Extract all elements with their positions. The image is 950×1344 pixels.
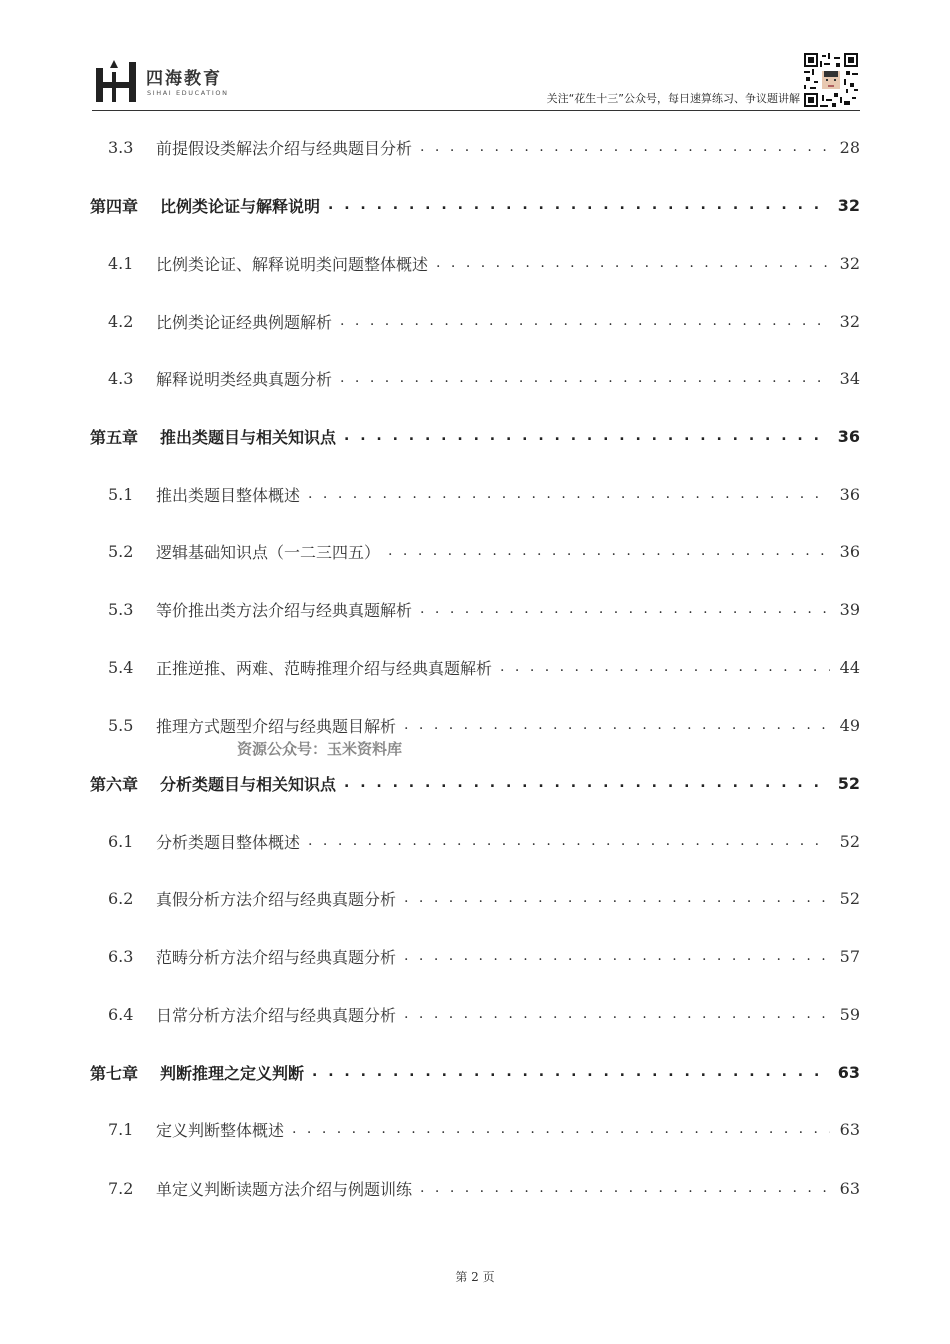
toc-page-number: 32 [837, 195, 860, 215]
toc-section-row[interactable] [90, 306, 860, 336]
toc-entry-title: 分析类题目整体概述 [156, 832, 301, 852]
toc-entry-number: 5.2 [108, 541, 134, 561]
toc-dot-leader [404, 1006, 830, 1022]
toc-page-number: 52 [837, 773, 860, 793]
toc-dot-leader [340, 370, 830, 386]
logo-text-cn: 四海教育 [146, 69, 222, 89]
toc-entry-number: 5.4 [108, 657, 134, 677]
toc-section-row[interactable] [90, 248, 860, 278]
toc-page-number: 28 [839, 137, 860, 157]
toc-entry-title: 判断推理之定义判断 [160, 1063, 305, 1083]
toc-entry-number: 6.2 [108, 888, 134, 908]
toc-dot-leader [344, 775, 830, 791]
toc-entry-number: 第四章 [90, 196, 139, 216]
toc-page-number: 39 [839, 599, 860, 619]
toc-chapter-row[interactable] [90, 190, 860, 220]
toc-page-number: 32 [839, 253, 860, 273]
toc-page-number: 36 [839, 484, 860, 504]
toc-dot-leader [308, 486, 830, 502]
toc-entry-title: 等价推出类方法介绍与经典真题解析 [156, 600, 413, 620]
toc-section-row[interactable] [90, 999, 860, 1029]
toc-dot-leader [388, 543, 830, 559]
toc-entry-number: 7.2 [108, 1178, 134, 1198]
toc-page-number: 49 [839, 715, 860, 735]
toc-entry-number: 5.5 [108, 715, 134, 735]
toc-section-row[interactable] [90, 594, 860, 624]
toc-dot-leader [308, 833, 830, 849]
toc-entry-number: 4.3 [108, 368, 134, 388]
logo-text-en: SIHAI EDUCATION [147, 89, 229, 97]
toc-section-row[interactable] [90, 1114, 860, 1144]
toc-entry-number: 6.1 [108, 831, 134, 851]
toc-entry-number: 第五章 [90, 427, 139, 447]
sihai-logo-icon [94, 58, 140, 104]
toc-page-number: 34 [839, 368, 860, 388]
toc-entry-number: 第七章 [90, 1063, 139, 1083]
toc-entry-number: 4.2 [108, 311, 134, 331]
header-slogan: 关注“花生十三”公众号，每日速算练习、争议题讲解 [546, 92, 800, 105]
toc-entry-title: 推出类题目与相关知识点 [160, 427, 337, 447]
toc-dot-leader [420, 1180, 830, 1196]
toc-page-number: 36 [837, 426, 860, 446]
toc-dot-leader [340, 313, 830, 329]
toc-page-number: 59 [839, 1004, 860, 1024]
page-header [0, 0, 950, 118]
toc-dot-leader [436, 255, 830, 271]
toc-section-row[interactable] [90, 536, 860, 566]
toc-entry-number: 5.1 [108, 484, 134, 504]
page-footer: 第 2 页 [455, 1270, 495, 1284]
toc-page-number: 63 [839, 1119, 860, 1139]
qr-code-icon [804, 53, 858, 107]
toc-entry-title: 单定义判断读题方法介绍与例题训练 [156, 1179, 413, 1199]
toc-entry-title: 推理方式题型介绍与经典题目解析 [156, 716, 397, 736]
toc-dot-leader [404, 948, 830, 964]
toc-entry-number: 6.4 [108, 1004, 134, 1024]
toc-page-number: 57 [839, 946, 860, 966]
toc-entry-title: 推出类题目整体概述 [156, 485, 301, 505]
toc-dot-leader [344, 428, 830, 444]
toc-entry-title: 比例类论证经典例题解析 [156, 312, 333, 332]
toc-chapter-row[interactable] [90, 1057, 860, 1087]
toc-entry-title: 比例类论证、解释说明类问题整体概述 [156, 254, 429, 274]
toc-entry-number: 6.3 [108, 946, 134, 966]
toc-entry-title: 正推逆推、两难、范畴推理介绍与经典真题解析 [156, 658, 493, 678]
toc-dot-leader [328, 197, 830, 213]
toc-section-row[interactable] [90, 941, 860, 971]
toc-page-number: 36 [839, 541, 860, 561]
toc-section-row[interactable] [90, 132, 860, 162]
toc-section-row[interactable] [90, 479, 860, 509]
toc-chapter-row[interactable] [90, 421, 860, 451]
toc-dot-leader [404, 890, 830, 906]
toc-page-number: 63 [839, 1178, 860, 1198]
toc-section-row[interactable] [90, 363, 860, 393]
toc-entry-title: 日常分析方法介绍与经典真题分析 [156, 1005, 397, 1025]
watermark-text: 资源公众号：玉米资料库 [237, 740, 403, 758]
toc-dot-leader [292, 1121, 830, 1137]
toc-entry-number: 7.1 [108, 1119, 134, 1139]
toc-entry-title: 解释说明类经典真题分析 [156, 369, 333, 389]
toc-entry-number: 4.1 [108, 253, 134, 273]
toc-dot-leader [420, 139, 830, 155]
header-divider [92, 110, 860, 111]
toc-entry-number: 第六章 [90, 774, 139, 794]
toc-section-row[interactable] [90, 710, 860, 740]
toc-section-row[interactable] [90, 883, 860, 913]
toc-page-number: 32 [839, 311, 860, 331]
toc-entry-title: 分析类题目与相关知识点 [160, 774, 337, 794]
toc-dot-leader [500, 659, 830, 675]
toc-entry-title: 真假分析方法介绍与经典真题分析 [156, 889, 397, 909]
toc-section-row[interactable] [90, 826, 860, 856]
toc-entry-title: 比例类论证与解释说明 [160, 196, 321, 216]
toc-entry-number: 5.3 [108, 599, 134, 619]
toc-chapter-row[interactable] [90, 768, 860, 798]
toc-page-number: 63 [837, 1062, 860, 1082]
toc-section-row[interactable] [90, 652, 860, 682]
toc-dot-leader [312, 1064, 830, 1080]
toc-section-row[interactable] [90, 1173, 860, 1203]
toc-page-number: 52 [839, 888, 860, 908]
toc-page-number: 44 [839, 657, 860, 677]
toc-entry-title: 定义判断整体概述 [156, 1120, 285, 1140]
toc-dot-leader [420, 601, 830, 617]
toc-entry-title: 前提假设类解法介绍与经典题目分析 [156, 138, 413, 158]
toc-page-number: 52 [839, 831, 860, 851]
toc-entry-title: 范畴分析方法介绍与经典真题分析 [156, 947, 397, 967]
toc-entry-number: 3.3 [108, 137, 134, 157]
toc-dot-leader [404, 717, 830, 733]
toc-entry-title: 逻辑基础知识点（一二三四五） [156, 542, 381, 562]
